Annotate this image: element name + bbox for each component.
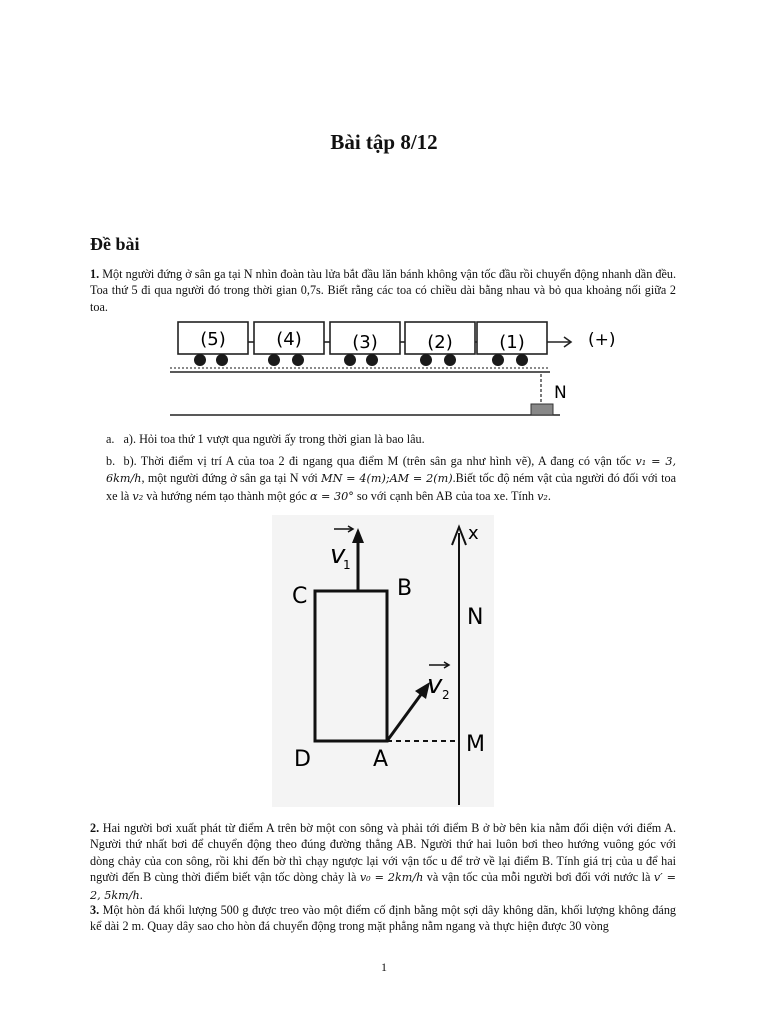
page-title: Bài tập 8/12 <box>330 130 438 154</box>
item-marker-a: a. <box>106 432 115 446</box>
problem-1b-text-2: , một người đứng ở sân ga tại N với <box>141 471 322 486</box>
problem-1b-text-3: .Biết tốc độ ném vật của người đó đối với toa xe là <box>106 471 677 503</box>
label-c: C <box>292 584 308 609</box>
label-m: M <box>466 732 485 757</box>
formula-v0: v₀ = 2km/h <box>359 871 424 885</box>
formula-v2: v₂ <box>132 489 144 503</box>
formula-alpha: α = 30° <box>309 489 354 503</box>
problem-2-text <box>90 820 676 904</box>
label-a: A <box>373 747 389 772</box>
problem-1a-text: a). Hỏi toa thứ 1 vượt qua người ấy trong thời gian là bao lâu. <box>123 432 425 446</box>
problem-1b-text-6: . <box>547 488 551 503</box>
problem-1b <box>106 453 676 505</box>
train-car-label-5: (5) <box>200 329 226 350</box>
problem-1b-text-1: b). Thời điểm vị trí A của toa 2 đi ngang qua điểm M (trên sân ga như hình vẽ), A đang có vận tốc <box>123 454 636 468</box>
vector-figure <box>272 515 494 807</box>
problem-1-number: 1. <box>90 267 100 281</box>
formula-v-prime: v′ = 2, 5km/h <box>90 871 676 902</box>
label-v2-sub: 2 <box>442 688 450 702</box>
label-n: N <box>467 605 484 630</box>
label-x: x <box>468 523 479 544</box>
train-car-label-3: (3) <box>352 332 378 353</box>
problem-1-body: Một người đứng ở sân ga tại N nhìn đoàn tàu lửa bắt đầu lăn bánh không vận tốc đầu rồi chuyển động nhanh dần đều. Toa thứ 5 đi qua người đó trong thời gian 0,7s. Biết rằng các toa có chiều dài bằng nhau và bỏ qua khoảng nối giữa 2 toa. <box>90 267 677 314</box>
formula-v2-ask: v₂ <box>537 489 548 503</box>
problem-2-body-1: Hai người bơi xuất phát từ điểm A trên bờ một con sông và phải tới điểm B ở bờ bên kia nằm đối diện với điểm A. Người thứ nhất bơi để chuyển động theo đúng đường thẳng AB. Người thứ hai luôn bơi theo hướng vuông góc với dòng chảy của con sông, rồi khi đến bờ thì chạy ngược lại với vận tốc u để trở về lại điểm B. Tính giá trị của u để hai người đến B cùng thời điểm biết vận tốc dòng chảy là <box>90 821 676 885</box>
train-car-label-4: (4) <box>276 329 302 350</box>
formula-mn-am: MN = 4(m);AM = 2(m) <box>321 472 453 486</box>
problem-2-number: 2. <box>90 821 100 835</box>
problem-3-number: 3. <box>90 903 100 917</box>
problem-3-body: Một hòn đá khối lượng 500 g được treo vào một điểm cố định bằng một sợi dây không dãn, khối lượng không đáng kể dài 2 m. Quay dây sao cho hòn đá chuyển động trong mặt phẳng nằm ngang và thực hiện được 30 vòng <box>90 903 677 934</box>
problem-2-body-3: . <box>139 887 143 902</box>
direction-label: (+) <box>588 330 616 350</box>
label-v2: v <box>427 670 443 700</box>
problem-1b-text-4: và hướng ném tạo thành một góc <box>143 488 310 503</box>
problem-1b-text-5: so với cạnh bên AB của toa xe. Tính <box>353 488 538 503</box>
problem-2-body-2: và vận tốc của mỗi người bơi đối với nước là <box>423 870 654 885</box>
problem-1a <box>106 431 676 447</box>
train-wheels <box>194 354 528 366</box>
page-number: 1 <box>381 960 387 974</box>
label-v1-sub: 1 <box>343 558 351 572</box>
train-car-label-1: (1) <box>499 332 525 353</box>
formula-v1: v₁ = 3, 6km/h <box>106 455 677 486</box>
point-n-label: N <box>554 383 567 403</box>
point-n-marker <box>531 404 553 415</box>
train-car-label-2: (2) <box>427 332 453 353</box>
label-d: D <box>294 747 311 772</box>
problem-3-text <box>90 902 676 935</box>
section-heading: Đề bài <box>90 234 140 254</box>
label-b: B <box>397 576 413 601</box>
item-marker-b: b. <box>106 454 116 468</box>
label-v1: v <box>330 540 346 570</box>
train-figure <box>170 318 620 422</box>
problem-1-text <box>90 266 676 315</box>
